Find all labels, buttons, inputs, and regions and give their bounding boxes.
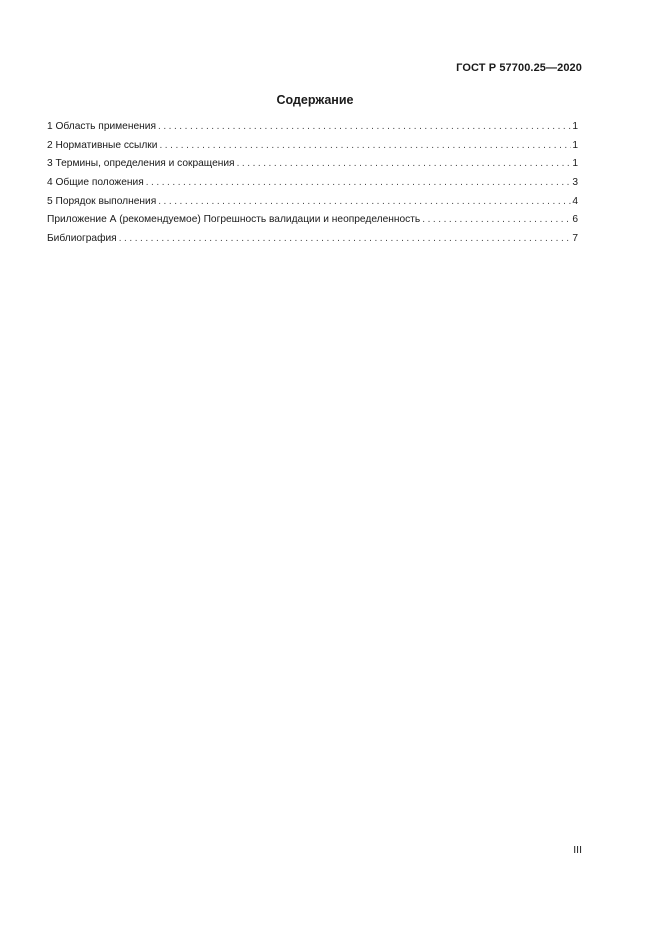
toc-entry-label: Приложение А (рекомендуемое) Погрешность валидации и неопределенность	[47, 214, 421, 226]
toc-leader-dots	[237, 155, 572, 174]
toc-entry-label: Библиография	[47, 233, 117, 245]
toc-entry-page: 7	[572, 233, 578, 245]
toc-leader-dots	[422, 211, 571, 230]
toc-entry-page: 3	[572, 177, 578, 189]
toc-entry-page: 1	[572, 139, 578, 151]
toc-entry-procedure[interactable]	[47, 193, 578, 212]
toc-entry-page: 1	[572, 121, 578, 132]
toc-entry-label: 5 Порядок выполнения	[47, 195, 157, 207]
page-number: III	[573, 844, 582, 856]
toc-entry-scope[interactable]	[47, 118, 578, 137]
toc-entry-appendix-a[interactable]	[47, 211, 578, 230]
toc-entry-label: 2 Нормативные ссылки	[47, 139, 158, 151]
toc-entry-label: 3 Термины, определения и сокращения	[47, 158, 235, 170]
toc-title: Содержание	[276, 93, 354, 107]
table-of-contents	[47, 118, 578, 249]
toc-entry-page: 4	[572, 195, 578, 207]
toc-entry-page: 1	[572, 158, 578, 170]
toc-entry-label: 4 Общие положения	[47, 177, 144, 189]
toc-entry-page: 6	[572, 214, 578, 226]
document-code: ГОСТ Р 57700.25—2020	[456, 62, 582, 74]
toc-leader-dots	[119, 230, 572, 249]
toc-entry-normative-references[interactable]	[47, 137, 578, 156]
toc-entry-general[interactable]	[47, 174, 578, 193]
toc-leader-dots	[159, 137, 571, 156]
toc-entry-terms[interactable]	[47, 155, 578, 174]
toc-leader-dots	[146, 174, 572, 193]
toc-entry-bibliography[interactable]	[47, 230, 578, 249]
toc-leader-dots	[158, 118, 571, 137]
toc-entry-label: 1 Область применения	[47, 121, 156, 132]
toc-leader-dots	[158, 193, 571, 212]
